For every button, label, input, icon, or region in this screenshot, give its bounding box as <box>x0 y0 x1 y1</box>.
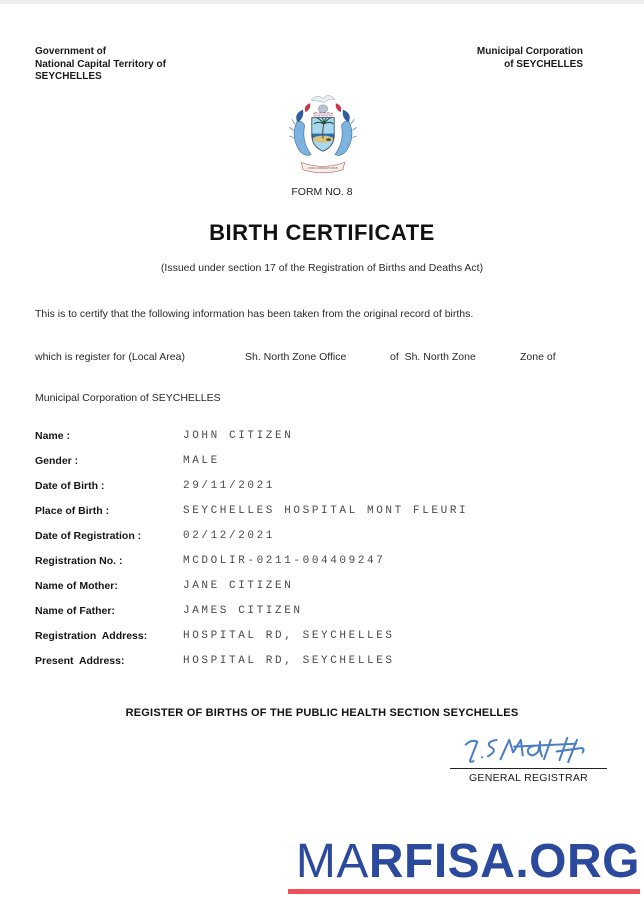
page-title: BIRTH CERTIFICATE <box>209 220 435 245</box>
field-row-place-of-birth <box>35 505 609 530</box>
register-zone-value: of Sh. North Zone <box>390 351 476 363</box>
header-right-line: Municipal Corporation <box>476 46 583 57</box>
logo-text-light: MA <box>295 835 369 888</box>
field-label: Name : <box>35 430 71 442</box>
register-zone-of-label: Zone of <box>520 351 556 363</box>
field-value: JANE CITIZEN <box>183 580 294 592</box>
field-label: Date of Birth : <box>35 480 105 492</box>
field-row-name-of-mother <box>35 580 609 605</box>
field-row-registration-address <box>35 630 609 655</box>
field-value: HOSPITAL RD, SEYCHELLES <box>183 655 395 667</box>
field-value: JAMES CITIZEN <box>183 605 303 617</box>
header-left-line: Government of <box>35 46 107 57</box>
field-label: Date of Registration : <box>35 530 142 542</box>
field-row-date-of-registration <box>35 530 609 555</box>
registrar-signature <box>458 733 603 768</box>
certificate-fields <box>35 430 609 680</box>
seychelles-coat-of-arms-icon <box>287 92 359 180</box>
field-row-present-address <box>35 655 609 680</box>
field-row-name <box>35 430 609 455</box>
field-label: Gender : <box>35 455 79 467</box>
field-value: 02/12/2021 <box>183 530 276 542</box>
field-label: Registration No. : <box>35 555 123 567</box>
field-row-registration-no <box>35 555 609 580</box>
field-label: Name of Father: <box>35 605 115 617</box>
field-value: MCDOLIR-0211-004409247 <box>183 555 386 567</box>
field-row-date-of-birth <box>35 480 609 505</box>
field-label: Registration Address: <box>35 630 148 642</box>
municipal-corporation-line: Municipal Corporation of SEYCHELLES <box>35 392 221 404</box>
field-value: SEYCHELLES HOSPITAL MONT FLEURI <box>183 505 469 517</box>
emblem-motto: FINIS CORONAT OPUS <box>308 167 338 171</box>
field-row-gender <box>35 455 609 480</box>
field-label: Name of Mother: <box>35 580 118 592</box>
register-office-value: Sh. North Zone Office <box>245 351 347 363</box>
certify-statement: This is to certify that the following information has been taken from the original record of births. <box>35 308 474 320</box>
page-top-strip <box>0 0 644 4</box>
title-subtext: (Issued under section 17 of the Registration of Births and Deaths Act) <box>160 262 484 274</box>
field-value: JOHN CITIZEN <box>183 430 294 442</box>
header-left-line: SEYCHELLES <box>35 71 102 82</box>
field-value: MALE <box>183 455 220 467</box>
logo-text-bold: RFISA.ORG <box>368 835 640 888</box>
logo-red-underline <box>288 889 640 894</box>
field-value: HOSPITAL RD, SEYCHELLES <box>183 630 395 642</box>
header-right-line: of SEYCHELLES <box>504 58 583 70</box>
field-label: Present Address: <box>35 655 125 667</box>
form-number: FORM NO. 8 <box>291 186 353 198</box>
field-row-name-of-father <box>35 605 609 630</box>
field-value: 29/11/2021 <box>183 480 276 492</box>
register-of-births-statement: REGISTER OF BIRTHS OF THE PUBLIC HEALTH SECTION SEYCHELLES <box>125 707 519 719</box>
marfisa-logo <box>288 835 640 894</box>
header-government-block <box>35 46 166 84</box>
field-label: Place of Birth : <box>35 505 110 517</box>
general-registrar-label: GENERAL REGISTRAR <box>450 768 607 784</box>
marfisa-logo-text <box>288 835 640 888</box>
header-municipal-block <box>477 46 583 71</box>
header-left-line: National Capital Territory of <box>35 58 166 70</box>
register-line-label: which is register for (Local Area) <box>35 351 185 363</box>
